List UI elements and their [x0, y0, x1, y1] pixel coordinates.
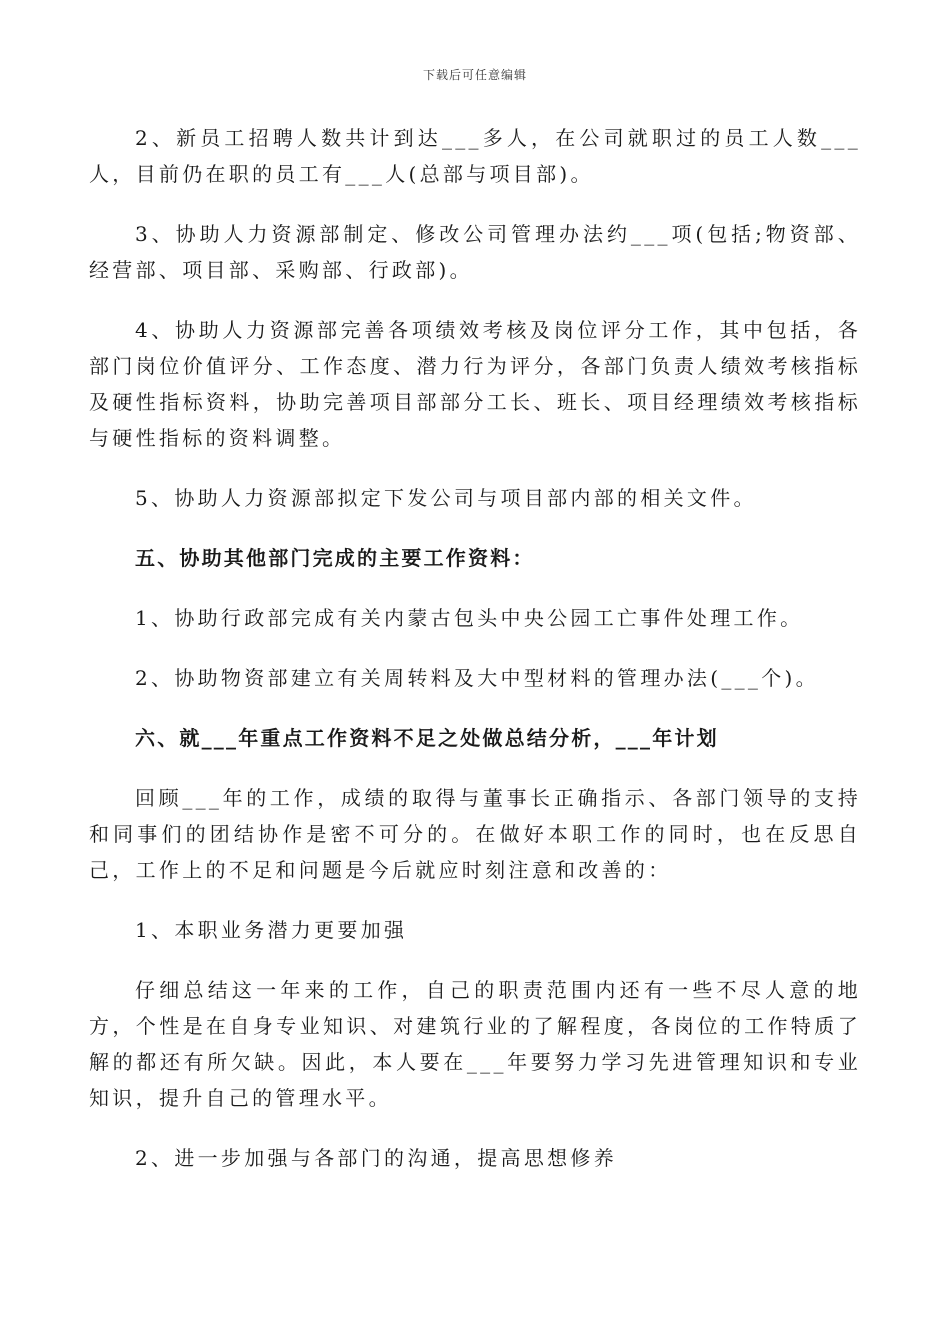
document-body: [89, 120, 861, 1200]
paragraph-item-ability: 1、本职业务潜力更要加强: [135, 918, 408, 942]
section-heading-five: 五、协助其他部门完成的主要工作资料：: [135, 546, 535, 570]
paragraph-materials-rules: 2、协助物资部建立有关周转料及大中型材料的管理办法(___个)。: [135, 666, 819, 690]
paragraph-internal-documents: 5、协助人力资源部拟定下发公司与项目部内部的相关文件。: [135, 486, 757, 510]
page-header: 下载后可任意编辑: [422, 68, 527, 82]
paragraph-item-communication: 2、进一步加强与各部门的沟通，提高思想修养: [135, 1146, 618, 1170]
paragraph-recruitment: 2、新员工招聘人数共计到达___多人，在公司就职过的员工人数___人，目前仍在职的员工有___人(总部与项目部)。: [89, 126, 861, 186]
paragraph-management-rules: 3、协助人力资源部制定、修改公司管理办法约___项(包括;物资部、经营部、项目部、采购部、行政部)。: [89, 222, 861, 282]
paragraph-review: 回顾___年的工作，成绩的取得与董事长正确指示、各部门领导的支持和同事们的团结协作是密不可分的。在做好本职工作的同时，也在反思自己，工作上的不足和问题是今后就应时刻注意和改善的：: [89, 786, 861, 882]
paragraph-summary: 仔细总结这一年来的工作，自己的职责范围内还有一些不尽人意的地方，个性是在自身专业知识、对建筑行业的了解程度，各岗位的工作特质了解的都还有所欠缺。因此，本人要在___年要努力学习先进管理知识和专业知识，提升自己的管理水平。: [89, 978, 861, 1110]
paragraph-admin-incident: 1、协助行政部完成有关内蒙古包头中央公园工亡事件处理工作。: [135, 606, 804, 630]
paragraph-performance-appraisal: 4、协助人力资源部完善各项绩效考核及岗位评分工作，其中包括，各部门岗位价值评分、工作态度、潜力行为评分，各部门负责人绩效考核指标及硬性指标资料，协助完善项目部部分工长、班长、项目经理绩效考核指标与硬性指标的资料调整。: [89, 318, 861, 450]
section-heading-six: 六、就___年重点工作资料不足之处做总结分析，___年计划: [135, 726, 719, 750]
